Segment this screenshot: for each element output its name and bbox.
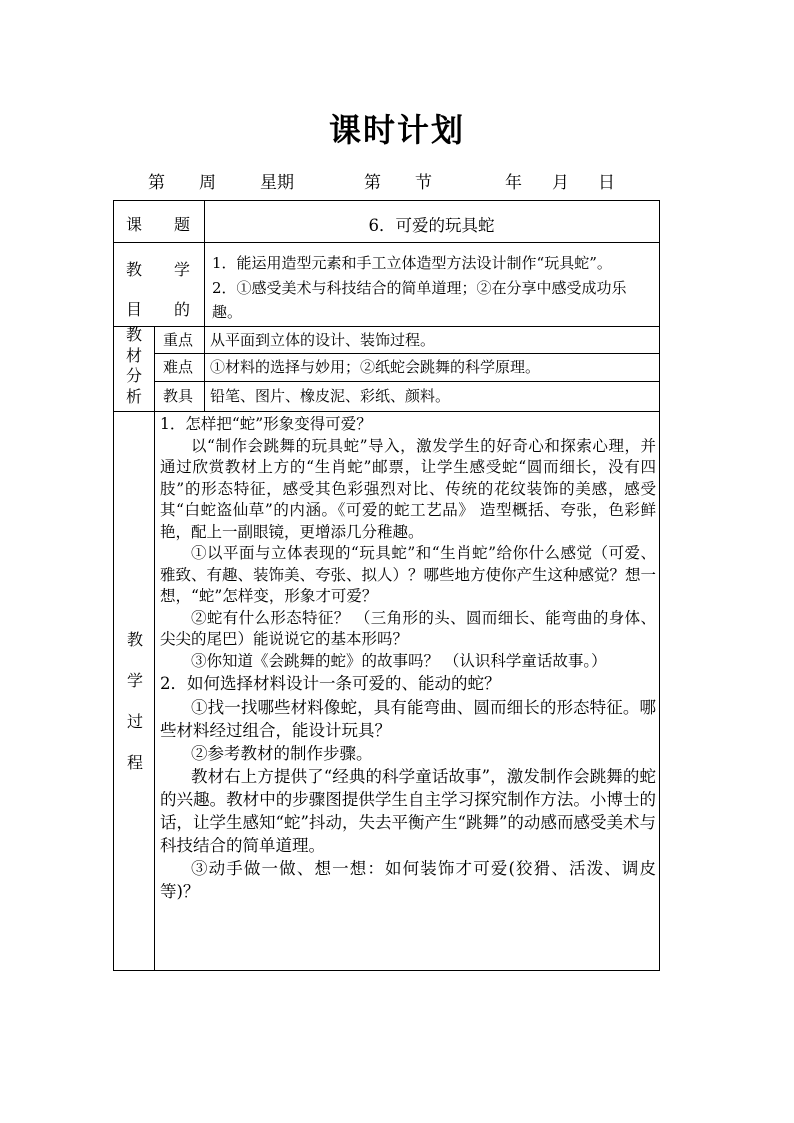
row-divider <box>114 411 659 412</box>
row-divider <box>114 242 659 243</box>
row-divider <box>154 353 659 354</box>
goals-label-top: 教 学 <box>126 260 191 279</box>
process-paragraph: 教材右上方提供了“经典的科学童话故事”，激发制作会跳舞的蛇的兴趣。教材中的步骤图提供学生自主学习探究制作方法。小博士的话，让学生感知“蛇”抖动，失去平衡产生“跳舞”的动感而感受美术与科技结合的简单道理。 <box>160 767 656 855</box>
difficulty-label: 难点 <box>163 358 194 376</box>
analysis-char: 教 <box>126 325 143 344</box>
tools-value: 铅笔、图片、橡皮泥、彩纸、颜料。 <box>210 387 451 405</box>
process-paragraph: ①找一找哪些材料像蛇，具有能弯曲、圆而细长的形态特征。哪些材料经过组合，能设计玩具？ <box>160 698 656 740</box>
page-title: 课时计划 <box>328 111 465 149</box>
process-paragraph: ②参考教材的制作步骤。 <box>191 744 373 763</box>
analysis-char: 分 <box>126 366 143 385</box>
process-heading-2: 2．如何选择材料设计一条可爱的、能动的蛇？ <box>160 674 501 693</box>
analysis-char: 析 <box>126 386 143 406</box>
topic-value: 6．可爱的玩具蛇 <box>368 216 495 235</box>
day-label: 日 <box>598 173 615 193</box>
weekday-label: 星期 <box>260 173 294 193</box>
focus-label: 重点 <box>163 331 194 349</box>
date-line <box>0 166 794 194</box>
month-label: 月 <box>552 173 569 193</box>
week-label: 第 周 <box>148 173 216 193</box>
topic-label: 课 题 <box>126 215 191 234</box>
process-paragraph: ②蛇有什么形态特征？ （三角形的头、圆而细长、能弯曲的身体、尖尖的尾巴）能说说它的基本形吗？ <box>160 608 656 648</box>
focus-value: 从平面到立体的设计、装饰过程。 <box>210 331 436 349</box>
process-char: 过 <box>127 712 144 731</box>
goal-line-3: 趣。 <box>212 303 243 321</box>
difficulty-value: ①材料的选择与妙用；②纸蛇会跳舞的科学原理。 <box>210 358 541 376</box>
col-divider <box>204 326 205 411</box>
process-char: 学 <box>127 671 144 690</box>
process-content <box>160 414 656 903</box>
row-divider <box>154 381 659 382</box>
goal-line-2: 2．①感受美术与科技结合的简单道理；②在分享中感受成功乐 <box>212 279 627 297</box>
year-label: 年 <box>505 173 522 193</box>
process-char: 教 <box>127 630 144 649</box>
process-char: 程 <box>127 753 144 772</box>
row-divider <box>114 326 659 327</box>
lesson-plan-table <box>113 200 660 971</box>
process-label <box>127 619 143 783</box>
analysis-char: 材 <box>126 345 143 365</box>
section-label: 第 节 <box>364 173 432 193</box>
process-heading-1: 1．怎样把“蛇”形象变得可爱？ <box>160 415 372 433</box>
process-paragraph: ③你知道《会跳舞的蛇》的故事吗？ （认识科学童话故事。） <box>191 651 607 670</box>
goals-label-bottom: 目 的 <box>126 300 191 319</box>
tools-label: 教具 <box>163 387 194 405</box>
analysis-label <box>126 325 142 407</box>
process-paragraph: ①以平面与立体表现的“玩具蛇”和“生肖蛇”给你什么感觉（可爱、雅致、有趣、装饰美、夸张、拟人）？哪些地方使你产生这种感觉？想一想，“蛇”怎样变，形象才可爱？ <box>160 544 657 605</box>
col-divider <box>154 326 155 971</box>
goal-line-1: 1．能运用造型元素和手工立体造型方法设计制作“玩具蛇”。 <box>212 254 612 272</box>
process-paragraph: ③动手做一做、想一想：如何装饰才可爱(狡猾、活泼、调皮等)？ <box>160 859 656 901</box>
process-paragraph: 以“制作会跳舞的玩具蛇”导入，激发学生的好奇心和探索心理，并通过欣赏教材上方的“生肖蛇”邮票，让学生感受蛇“圆而细长，没有四肢”的形态特征，感受其色彩强烈对比、传统的花纹装饰的美感，感受其“白蛇盗仙草”的内涵。《可爱的蛇工艺品》 造型概括、夸张，色彩鲜艳，配上一副眼镜，更增添几分稚趣。 <box>160 436 656 541</box>
